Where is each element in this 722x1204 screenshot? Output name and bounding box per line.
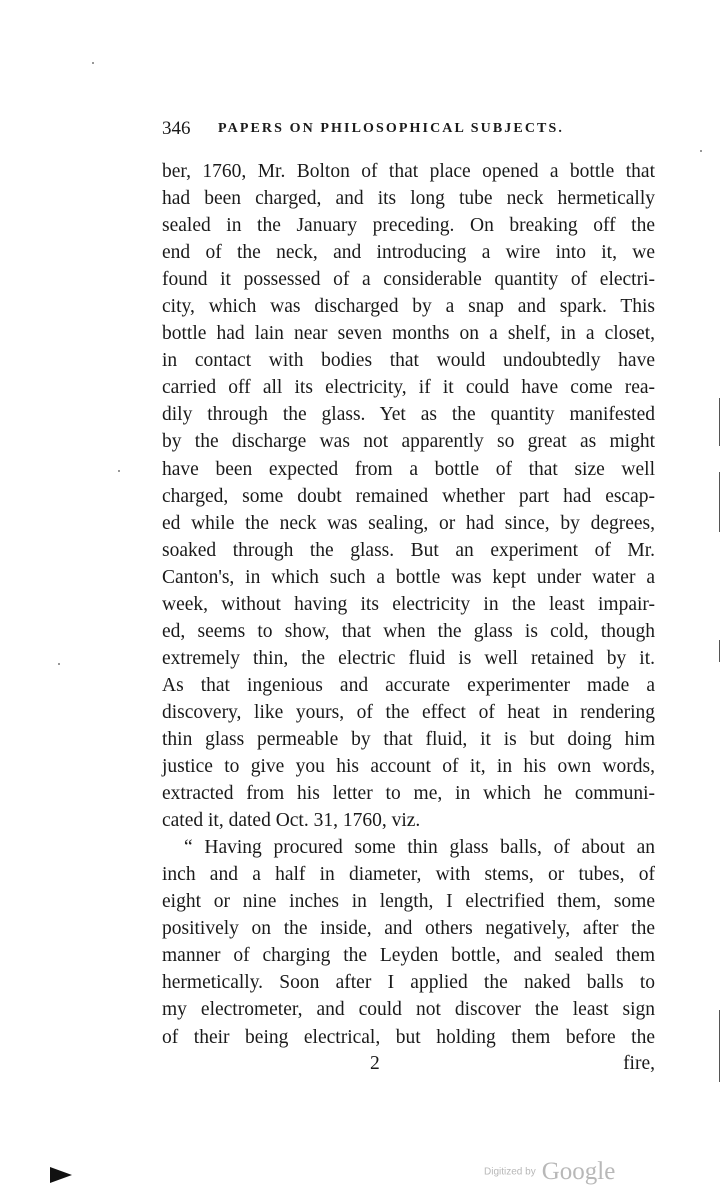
- text-line: of their being electrical, but holding them before the: [162, 1026, 655, 1048]
- text-line: Canton's, in which such a bottle was kept under water a: [162, 566, 655, 588]
- page-edge-mark: [719, 472, 720, 532]
- text-line: manner of charging the Leyden bottle, and sealed them: [162, 945, 655, 967]
- text-line: ed, seems to show, that when the glass is cold, though: [162, 620, 655, 642]
- watermark-prefix: Digitized by: [484, 1166, 536, 1178]
- text-line: my electrometer, and could not discover the least sign: [162, 999, 655, 1021]
- text-line: city, which was discharged by a snap and spark. This: [162, 296, 655, 318]
- text-line: dily through the glass. Yet as the quantity manifested: [162, 404, 655, 426]
- paper-speck: [58, 663, 60, 665]
- watermark-brand: Google: [541, 1158, 616, 1185]
- text-line: ber, 1760, Mr. Bolton of that place opened a bottle that: [162, 161, 655, 182]
- corner-pointer-mark: [50, 1167, 72, 1183]
- page-footer: [162, 1053, 655, 1081]
- text-line: in contact with bodies that would undoubtedly have: [162, 350, 655, 372]
- text-line: had been charged, and its long tube neck hermetically: [162, 188, 655, 210]
- text-line: extremely thin, the electric fluid is well retained by it.: [162, 647, 655, 669]
- text-line: eight or nine inches in length, I electrified them, some: [162, 891, 655, 913]
- text-line: bottle had lain near seven months on a shelf, in a closet,: [162, 323, 655, 345]
- text-line: charged, some doubt remained whether part had escap-: [162, 485, 655, 507]
- digitization-watermark: [484, 1158, 615, 1192]
- text-line: justice to give you his account of it, in his own words,: [162, 756, 655, 778]
- text-line: inch and a half in diameter, with stems, or tubes, of: [162, 864, 655, 886]
- text-line: extracted from his letter to me, in which he communi-: [162, 783, 655, 805]
- paper-speck: [92, 62, 94, 64]
- text-line: discovery, like yours, of the effect of heat in rendering: [162, 701, 655, 723]
- text-line: positively on the inside, and others negatively, after the: [162, 918, 655, 940]
- running-title: PAPERS ON PHILOSOPHICAL SUBJECTS.: [218, 121, 564, 136]
- text-line: end of the neck, and introducing a wire into it, we: [162, 242, 655, 264]
- page-number: 346: [162, 118, 191, 139]
- paper-speck: [118, 470, 120, 472]
- text-line: cated it, dated Oct. 31, 1760, viz.: [162, 810, 421, 832]
- text-line: sealed in the January preceding. On breaking off the: [162, 215, 655, 237]
- text-line: found it possessed of a considerable quantity of electri-: [162, 269, 655, 291]
- text-line: ed while the neck was sealing, or had since, by degrees,: [162, 512, 655, 534]
- catchword: fire,: [623, 1053, 655, 1074]
- signature-mark: 2: [370, 1053, 380, 1074]
- page-edge-mark: [719, 640, 720, 662]
- quote-opening-line: “ Having procured some thin glass balls, of about an: [184, 837, 655, 859]
- text-line: by the discharge was not apparently so great as might: [162, 431, 655, 453]
- page-edge-mark: [719, 1010, 720, 1082]
- text-line: have been expected from a bottle of that size well: [162, 458, 655, 480]
- text-line: As that ingenious and accurate experimenter made a: [162, 674, 655, 696]
- text-line: hermetically. Soon after I applied the naked balls to: [162, 972, 655, 994]
- text-line: thin glass permeable by that fluid, it is but doing him: [162, 728, 655, 750]
- body-text: [162, 158, 655, 1051]
- page-edge-mark: [719, 398, 720, 446]
- text-line: carried off all its electricity, if it could have come rea-: [162, 377, 655, 399]
- running-header: [162, 118, 662, 144]
- text-line: soaked through the glass. But an experiment of Mr.: [162, 539, 655, 561]
- paper-speck: [700, 150, 702, 152]
- text-line: week, without having its electricity in the least impair-: [162, 593, 655, 615]
